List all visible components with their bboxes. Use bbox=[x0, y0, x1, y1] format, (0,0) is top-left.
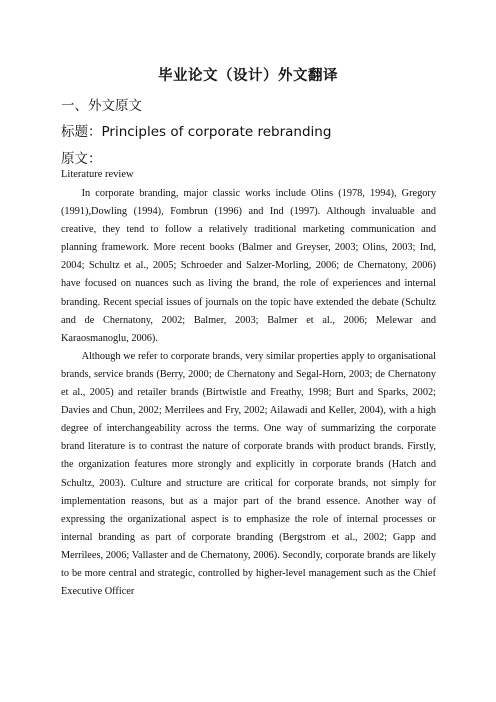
paragraph-2: Although we refer to corporate brands, very similar properties apply to organisational brands, service brands (Berry, 2000; de Chernatony and Segal-Horn, 2003; de Chernatony et al., 2005) and retailer brands (Birtwistle and Freathy, 1998; Burt and Sparks, 2002; Davies and Chun, 2002; Merrilees and Fry, 2002; Ailawadi and Keller, 2004), with a high degree of interchangeability across the terms. One way of summarizing the corporate brand literature is to contrast the nature of corporate brands with product brands. Firstly, the organization features more strongly and explicitly in corporate brands (Hatch and Schultz, 2003). Culture and structure are critical for corporate brands, not simply for implementation reasons, but as a major part of the brand essence. Another way of expressing the organizational aspect is to emphasize the role of internal processes or internal branding as part of corporate branding (Bergstrom et al., 2002; Gapp and Merrilees, 2006; Vallaster and de Chernatony, 2006). Secondly, corporate brands are likely to be more central and strategic, controlled by higher-level management such as the Chief Executive Officer bbox=[61, 350, 436, 598]
paragraph-1: In corporate branding, major classic works include Olins (1978, 1994), Gregory (1991),Dowling (1994), Fombrun (1996) and Ind (1997). Although invaluable and creative, they tend to follow a relatively traditional marketing communication and planning framework. More recent books (Balmer and Greyser, 2003; Olins, 2003; Ind, 2004; Schultz et al., 2005; Schroeder and Salzer-Morling, 2006; de Chernatony, 2006) have focused on nuances such as living the brand, the role of experiences and internal branding. Recent special issues of journals on the topic have extended the debate (Schultz and de Chernatony, 2002; Balmer, 2003; Balmer et al., 2006; Melewar and Karaosmanoglu, 2006). bbox=[61, 188, 436, 344]
literature-review-subheading: Literature review bbox=[61, 169, 134, 180]
original-text-label: 原文： bbox=[61, 151, 102, 167]
body-text bbox=[61, 185, 436, 601]
document-title: 毕业论文（设计）外文翻译 bbox=[158, 68, 338, 84]
paper-title-line: 标题：Principles of corporate rebranding bbox=[61, 124, 332, 140]
section-heading: 一、外文原文 bbox=[61, 98, 142, 114]
